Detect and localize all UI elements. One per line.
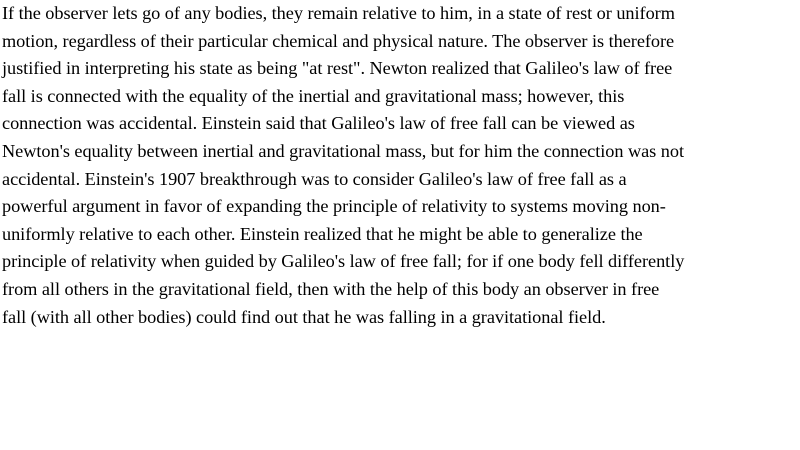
paragraph-line-9: uniformly relative to each other. Einstein realized that he might be able to generalize the (2, 223, 643, 244)
body-paragraph (2, 0, 798, 331)
paragraph-line-11: from all others in the gravitational field, then with the help of this body an observer in free (2, 278, 660, 299)
paragraph-line-6: Newton's equality between inertial and gravitational mass, but for him the connection was not (2, 140, 684, 161)
paragraph-line-10: principle of relativity when guided by Galileo's law of free fall; for if one body fell differently (2, 251, 685, 272)
paragraph-line-8: powerful argument in favor of expanding the principle of relativity to systems moving non- (2, 196, 666, 217)
paragraph-line-7: accidental. Einstein's 1907 breakthrough was to consider Galileo's law of free fall as a (2, 168, 627, 189)
paragraph-line-12: fall (with all other bodies) could find out that he was falling in a gravitational field. (2, 306, 606, 327)
paragraph-line-1: If the observer lets go of any bodies, they remain relative to him, in a state of rest or uniform (2, 3, 675, 23)
paragraph-line-5: connection was accidental. Einstein said that Galileo's law of free fall can be viewed as (2, 113, 635, 134)
paragraph-line-2: motion, regardless of their particular chemical and physical nature. The observer is therefore (2, 30, 675, 51)
paragraph-line-4: fall is connected with the equality of the inertial and gravitational mass; however, this (2, 85, 625, 106)
paragraph-line-3: justified in interpreting his state as being "at rest". Newton realized that Galileo's law of free (2, 58, 673, 79)
